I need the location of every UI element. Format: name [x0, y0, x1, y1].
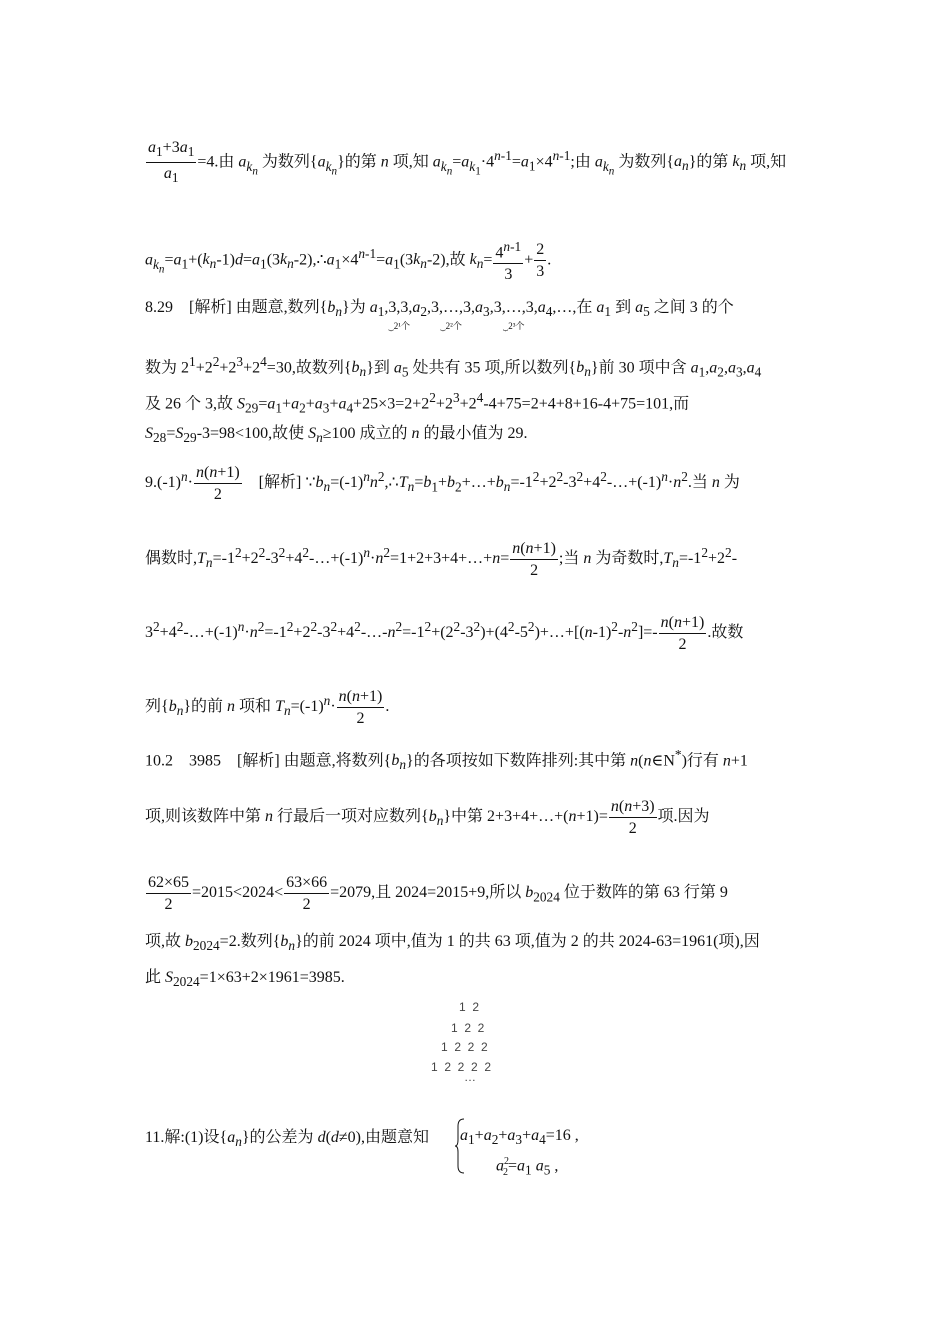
triangle-row-3: 1 2 2 2	[441, 1040, 488, 1054]
line-13: $\frac{62\times 65}{2}$ =2015<2024< $\frac{63\times 66}{2}$ =2079,且 2024=2015+9,所以 $b_{2024}$ 位于数阵的第 63 行第 9	[148, 874, 728, 913]
fraction: $\frac{a_1+3a_1}{a_1}$	[148, 139, 195, 186]
triangle-row-4: 1 2 2 2 2	[431, 1060, 492, 1074]
triangle-row-1: 1 2	[459, 1000, 480, 1014]
system-eq-2: $a^2_2=a_1$ $a_5$ ,	[496, 1156, 559, 1178]
line-7: $9.(-1)^n\cdot$ $\frac{n(n+1)}{2}$ [解析] $\because b_n=(-1)^nn^2,\therefore T_n=b_1+b_2+\dots+b_n=-1^2+2^2-3^2+4^2-\dots+(-1)^n\cdot n^2$.当 n 为	[145, 464, 740, 503]
triangle-row-5: …	[464, 1070, 476, 1084]
line-6: $S_{28}=S_{29}-3=98<100$,故使 $S_n\ge 100$ 成立的 n 的最小值为 29.	[145, 425, 528, 446]
line-10: 列$\{b_n\}$的前 n 项和 $T_n=(-1)^n\cdot$ $\frac{n(n+1)}{2}$ .	[145, 688, 390, 727]
line-9: $3^2+4^2-\dots+(-1)^n\cdot n^2=-1^2+2^2-3^2+4^2-\dots-n^2=-1^2+(2^2-3^2)+(4^2-5^2)+\dots+[(n-1)^2-n^2]=-$ $\frac{n(n+1)}{2}$ .故数	[145, 614, 744, 653]
line-12: 项,则该数阵中第 n 行最后一项对应数列$\{b_n\}$中第 2+3+4+…+(n+1)= $\frac{n(n+3)}{2}$ 项.因为	[145, 798, 710, 837]
line-15: 此 $S_{2024}=1\times 63+2\times 1961=3985$.	[145, 969, 345, 990]
line-8: 偶数时$,T_n=-1^2+2^2-3^2+4^2-\dots+(-1)^n\cdot n^2=1+2+3+4+\dots+n=$ $\frac{n(n+1)}{2}$ ;当 n 为奇数时$,T_n=-1^2+2^2-$	[145, 540, 738, 579]
system-eq-1: $a_1+a_2+a_3+a_4=16$ ,	[460, 1127, 579, 1148]
line-11: 10.2 3985 [解析] 由题意,将数列$\{b_n\}$的各项按如下数阵排列:其中第 n(n∈N*)行有 n+1	[145, 747, 748, 773]
line-16: 11.解:(1)设$\{a_n\}$的公差为 d(d≠0),由题意知	[145, 1129, 430, 1150]
line-2: $a_{k_n}=a_1+(k_n-1)d=a_1(3k_n-2),\therefore a_1\times 4^{n-1}=a_1(3k_n-2)$,故 $k_n=$ $\frac{4^{n-1}}{3}$ + $\frac{2}{3}$ .	[145, 236, 551, 285]
line-3: 8.29 [解析] 由题意,数列$\{b_n\}$为 $a_1,3,3$ ⏟2¹个 $,a_2,3,\dots,3$ ⏟2²个 $,a_3,3,\dots,3$ ⏟2³个 $,a_4,\dots$,在 $a_1$ 到 $a_5$ 之间 3 的个	[145, 299, 734, 331]
line-1: $\frac{a_1+3a_1}{a_1}$ =4.由 $a_{k_n}$ 为数列$\{a_{k_n}\}$的第 n 项,知 $a_{k_n}=a_{k_1}\cdot 4^{n-1}=a_1\times 4^{n-1}$;由 $a_{k_n}$ 为数列$\{a_n\}$的第 $k_n$ 项,知	[145, 137, 786, 188]
line-5: 及 26 个 3,故 $S_{29}=a_1+a_2+a_3+a_4+25\times 3=2+2^2+2^3+2^4-4+75=2+4+8+16-4+75=101$,而	[145, 390, 690, 416]
line-14: 项,故 $b_{2024}=2$.数列$\{b_n\}$的前 2024 项中,值为 1 的共 63 项,值为 2 的共 2024-63=1961(项),因	[145, 933, 760, 954]
line-4: 数为 $2^1+2^2+2^3+2^4=30$,故数列$\{b_n\}$到 $a_5$ 处共有 35 项,所以数列$\{b_n\}$前 30 项中含 $a_1,a_2,a_3,a_4$	[145, 354, 762, 380]
triangle-row-2: 1 2 2	[451, 1021, 485, 1035]
